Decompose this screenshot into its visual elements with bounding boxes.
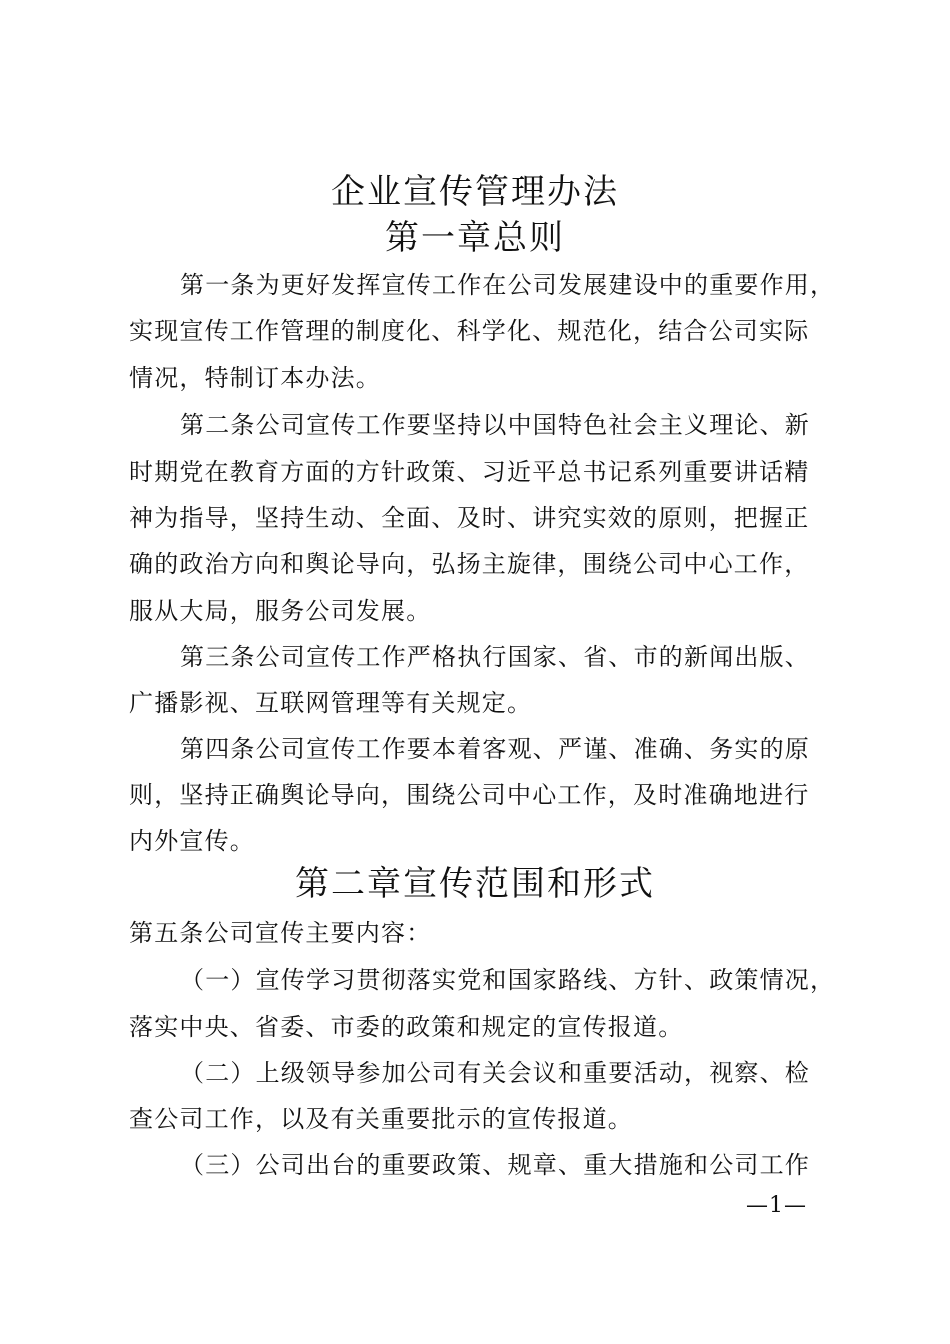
- paragraph-line: 服从大局，服务公司发展。: [129, 597, 432, 625]
- chapter-1-heading: 第一章总则: [385, 218, 565, 258]
- paragraph-line: 第一条为更好发挥宣传工作在公司发展建设中的重要作用，: [180, 271, 836, 299]
- paragraph-line: （一）宣传学习贯彻落实党和国家路线、方针、政策情况，: [180, 966, 836, 994]
- paragraph-line: 第五条公司宣传主要内容：: [129, 919, 432, 947]
- paragraph-line: 查公司工作，以及有关重要批示的宣传报道。: [129, 1105, 633, 1133]
- chapter-2-heading: 第二章宣传范围和形式: [295, 864, 655, 904]
- paragraph-line: 内外宣传。: [129, 827, 255, 855]
- paragraph-line: （二）上级领导参加公司有关会议和重要活动，视察、检: [180, 1059, 810, 1087]
- paragraph-line: 时期党在教育方面的方针政策、习近平总书记系列重要讲话精: [129, 458, 810, 486]
- paragraph-line: 第四条公司宣传工作要本着客观、严谨、准确、务实的原: [180, 735, 810, 763]
- paragraph-line: 广播影视、互联网管理等有关规定。: [129, 689, 533, 717]
- document-title: 企业宣传管理办法: [331, 172, 619, 212]
- paragraph-line: 确的政治方向和舆论导向，弘扬主旋律，围绕公司中心工作，: [129, 550, 810, 578]
- paragraph-line: 落实中央、省委、市委的政策和规定的宣传报道。: [129, 1013, 684, 1041]
- paragraph-line: （三）公司出台的重要政策、规章、重大措施和公司工作: [180, 1151, 810, 1179]
- paragraph-line: 第三条公司宣传工作严格执行国家、省、市的新闻出版、: [180, 643, 810, 671]
- paragraph-line: 第二条公司宣传工作要坚持以中国特色社会主义理论、新: [180, 411, 810, 439]
- paragraph-line: 情况，特制订本办法。: [129, 364, 381, 392]
- paragraph-line: 实现宣传工作管理的制度化、科学化、规范化，结合公司实际: [129, 317, 810, 345]
- page-number: —1—: [746, 1193, 807, 1218]
- paragraph-line: 神为指导，坚持生动、全面、及时、讲究实效的原则，把握正: [129, 504, 810, 532]
- paragraph-line: 则，坚持正确舆论导向，围绕公司中心工作，及时准确地进行: [129, 781, 810, 809]
